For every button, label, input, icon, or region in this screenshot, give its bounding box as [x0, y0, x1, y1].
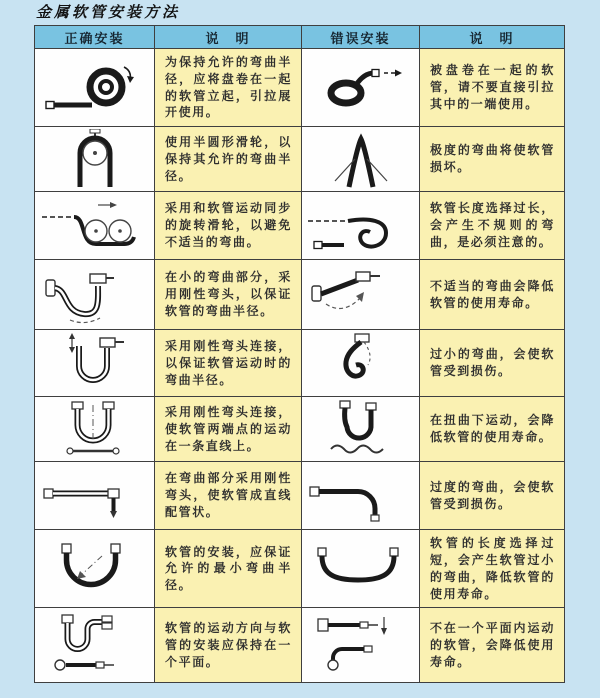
- hose-u-bend-rigid-elbow-icon: [45, 332, 145, 394]
- installation-methods-table: [34, 25, 565, 683]
- correct-figure-cell: [35, 330, 155, 397]
- correct-note: 采用和软管运动同步的旋转滑轮，以避免不适当的弯曲。: [155, 192, 302, 260]
- correct-figure-cell: [35, 127, 155, 192]
- wrong-note: 不适当的弯曲会降低软管的使用寿命。: [420, 260, 565, 330]
- wrong-note: 过度的弯曲，会使软管受到损伤。: [420, 462, 565, 530]
- correct-figure-cell: [35, 192, 155, 260]
- wrong-figure-cell: [302, 330, 420, 397]
- hose-twisted-u-icon: [311, 399, 411, 459]
- correct-note: 软管的安装，应保证允许的最小弯曲半径。: [155, 530, 302, 608]
- wrong-note: 软管长度选择过长，会产生不规则的弯曲，是必须注意的。: [420, 192, 565, 260]
- table-row: [35, 192, 565, 260]
- wrong-figure-cell: [302, 192, 420, 260]
- correct-note: 采用刚性弯头连接，使软管两端点的运动在一条直线上。: [155, 397, 302, 462]
- table-row: [35, 397, 565, 462]
- wrong-note: 不在一个平面内运动的软管，会降低使用寿命。: [420, 608, 565, 683]
- wrong-figure-cell: [302, 397, 420, 462]
- table-row: [35, 330, 565, 397]
- hose-synchronized-rollers-icon: [40, 197, 150, 255]
- wrong-note: 过小的弯曲，会使软管受到损伤。: [420, 330, 565, 397]
- table-row: [35, 608, 565, 683]
- header-description-1: 说 明: [155, 26, 302, 49]
- table-row: [35, 260, 565, 330]
- correct-figure-cell: [35, 397, 155, 462]
- hose-u-inline-motion-icon: [45, 399, 145, 459]
- page-title: 金属软管安装方法: [36, 4, 181, 21]
- header-description-2: 说 明: [420, 26, 565, 49]
- wrong-figure-cell: [302, 260, 420, 330]
- correct-note: 在弯曲部分采用刚性弯头，使软管成直线配管状。: [155, 462, 302, 530]
- hose-overbent-curve-icon: [306, 467, 416, 525]
- hose-sharp-peak-bend-icon: [311, 129, 411, 189]
- wrong-note: 软管的长度选择过短，会产生软管过小的弯曲，降低软管的使用寿命。: [420, 530, 565, 608]
- wrong-figure-cell: [302, 530, 420, 608]
- correct-figure-cell: [35, 49, 155, 127]
- hose-straight-with-elbow-icon: [40, 467, 150, 525]
- wrong-figure-cell: [302, 608, 420, 683]
- table-row: [35, 530, 565, 608]
- wrong-figure-cell: [302, 462, 420, 530]
- correct-note: 使用半圆形滑轮，以保持其允许的弯曲半径。: [155, 127, 302, 192]
- hose-non-planar-motion-icon: [306, 613, 416, 677]
- hose-planar-motion-trap-icon: [40, 613, 150, 677]
- hose-min-bend-radius-arc-icon: [40, 540, 150, 598]
- wrong-figure-cell: [302, 49, 420, 127]
- correct-figure-cell: [35, 260, 155, 330]
- hose-improper-angle-bend-icon: [306, 264, 416, 326]
- table-row: [35, 462, 565, 530]
- correct-note: 软管的运动方向与软管的安装应保持在一个平面。: [155, 608, 302, 683]
- header-row: [35, 26, 565, 49]
- wrong-note: 极度的弯曲将使软管损坏。: [420, 127, 565, 192]
- correct-note: 为保持允许的弯曲半径，应将盘卷在一起的软管立起，引拉展开使用。: [155, 49, 302, 127]
- wrong-figure-cell: [302, 127, 420, 192]
- correct-note: 采用刚性弯头连接，以保证软管运动时的弯曲半径。: [155, 330, 302, 397]
- table-row: [35, 127, 565, 192]
- hose-coil-standing-unroll-icon: [40, 57, 150, 119]
- correct-figure-cell: [35, 462, 155, 530]
- hose-too-small-bend-icon: [311, 332, 411, 394]
- hose-irregular-loop-icon: [306, 197, 416, 255]
- header-correct-install: 正确安装: [35, 26, 155, 49]
- table-row: [35, 49, 565, 127]
- hose-coil-flat-pull-icon: [306, 57, 416, 119]
- correct-figure-cell: [35, 530, 155, 608]
- wrong-note: 在扭曲下运动，会降低软管的使用寿命。: [420, 397, 565, 462]
- correct-note: 在小的弯曲部分，采用刚性弯头，以保证软管的弯曲半径。: [155, 260, 302, 330]
- correct-figure-cell: [35, 608, 155, 683]
- hose-too-short-flat-u-icon: [306, 540, 416, 598]
- hose-s-bend-rigid-elbow-icon: [40, 264, 150, 326]
- hose-over-semicircular-pulley-icon: [45, 129, 145, 189]
- header-wrong-install: 错误安装: [302, 26, 420, 49]
- wrong-note: 被盘卷在一起的软管，请不要直接引拉其中的一端使用。: [420, 49, 565, 127]
